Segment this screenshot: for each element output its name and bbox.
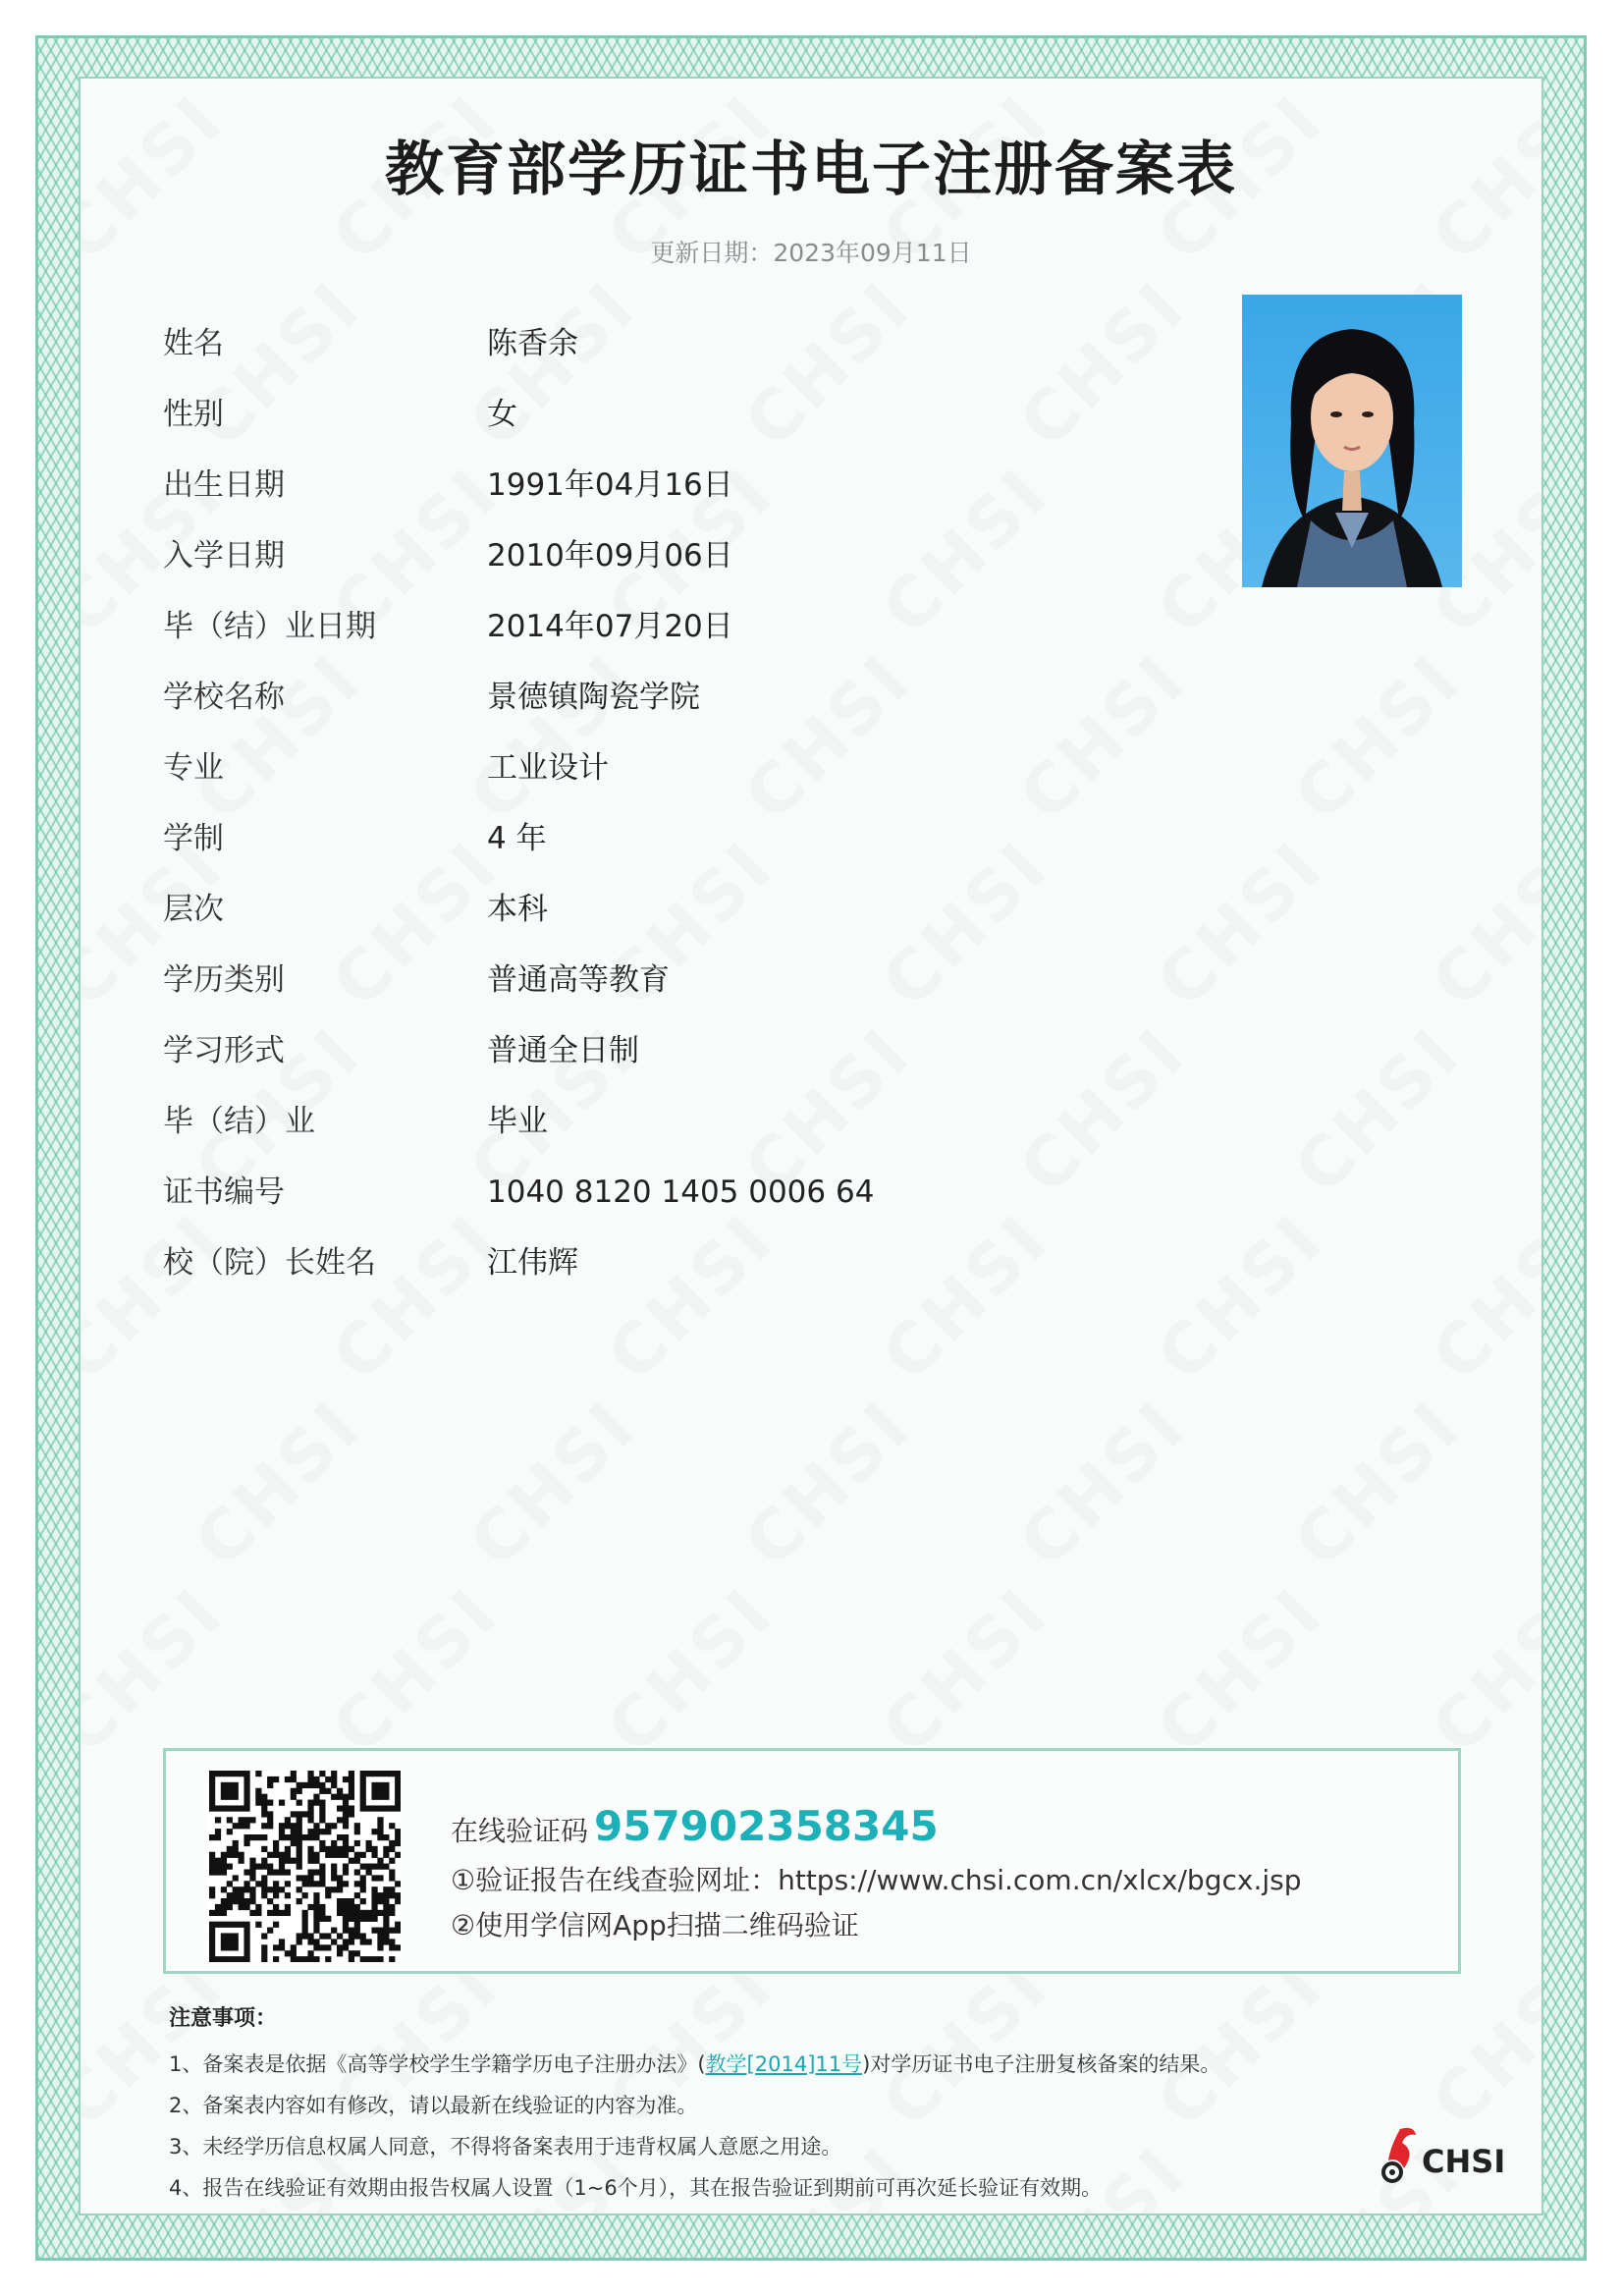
field-value: 普通全日制: [487, 1033, 639, 1068]
watermark-text: [79, 1198, 240, 1395]
watermark-text: [455, 638, 652, 836]
field-label: 学校名称: [163, 680, 285, 715]
watermark-text: [455, 1385, 652, 1582]
field-label: 出生日期: [163, 467, 285, 503]
verify-code-label: 在线验证码: [451, 1815, 589, 1847]
watermark-text: [1417, 1571, 1543, 1769]
document-title: 教育部学历证书电子注册备案表: [385, 136, 1237, 204]
field-value: 毕业: [487, 1104, 548, 1139]
watermark-text: [1417, 1944, 1543, 2142]
watermark-text: [1142, 1198, 1339, 1395]
note-item-1: [169, 2049, 1220, 2078]
qr-code[interactable]: [209, 1771, 401, 1962]
note-text: )对学历证书电子注册复核备案的结果。: [862, 2052, 1221, 2076]
watermark-text: [592, 1198, 789, 1395]
watermark-text: [1142, 1571, 1339, 1769]
note-text: 1、备案表是依据《高等学校学生学籍学历电子注册办法》(: [169, 2052, 706, 2076]
watermark-text: [592, 1571, 789, 1769]
field-label: 学习形式: [163, 1033, 285, 1068]
field-label: 性别: [163, 397, 224, 432]
field-value: 陈香余: [487, 326, 578, 361]
update-date: 更新日期：2023年09月11日: [650, 239, 972, 267]
watermark-text: [867, 1571, 1064, 1769]
note-item-3: 3、未经学历信息权属人同意，不得将备案表用于违背权属人意愿之用途。: [169, 2135, 842, 2159]
field-value: 工业设计: [487, 750, 609, 786]
verify-code-line: [451, 1802, 939, 1850]
verify-url-line: ①验证报告在线查验网址：https://www.chsi.com.cn/xlcx/bgcx.jsp: [451, 1864, 1302, 1896]
chsi-logo: [1371, 2121, 1508, 2190]
field-label: 毕（结）业日期: [163, 609, 376, 644]
watermark-text: [317, 1198, 514, 1395]
notes-title: 注意事项：: [169, 2006, 278, 2031]
watermark-text: [1279, 638, 1477, 836]
field-value: 2014年07月20日: [487, 609, 733, 644]
watermark-text: [730, 1385, 927, 1582]
field-label: 入学日期: [163, 538, 285, 574]
portrait-illustration: [1242, 295, 1462, 587]
field-value: 普通高等教育: [487, 962, 670, 998]
watermark-text: [730, 638, 927, 836]
watermark-text: [867, 1198, 1064, 1395]
watermark-text: [1279, 1011, 1477, 1209]
watermark-text: [317, 1571, 514, 1769]
watermark-text: [1004, 1385, 1202, 1582]
field-label: 层次: [163, 892, 224, 927]
watermark-text: [79, 1571, 240, 1769]
field-value: 1040 8120 1405 0006 64: [487, 1175, 875, 1210]
regulation-link[interactable]: 教学[2014]11号: [705, 2052, 863, 2076]
note-item-4: 4、报告在线验证有效期由报告权属人设置（1~6个月），其在报告验证到期前可再次延长验证有效期。: [169, 2176, 1103, 2200]
verification-box: [163, 1748, 1461, 1974]
watermark-text: [1279, 1385, 1477, 1582]
field-value: 4 年: [487, 821, 547, 856]
field-label: 专业: [163, 750, 224, 786]
field-label: 学制: [163, 821, 224, 856]
verify-code: 957902358345: [594, 1802, 939, 1850]
note-item-2: 2、备案表内容如有修改，请以最新在线验证的内容为准。: [169, 2094, 698, 2117]
field-value: 景德镇陶瓷学院: [487, 680, 700, 715]
field-value: 江伟辉: [487, 1245, 578, 1281]
field-label: 证书编号: [163, 1175, 285, 1210]
verify-app-line: ②使用学信网App扫描二维码验证: [451, 1909, 859, 1941]
watermark-text: [180, 1385, 377, 1582]
chsi-logo-icon: [1371, 2121, 1430, 2190]
field-label: 毕（结）业: [163, 1104, 315, 1139]
qr-code-graphic: [209, 1771, 401, 1962]
field-value: 2010年09月06日: [487, 538, 733, 574]
chsi-logo-text: CHSI: [1422, 2143, 1506, 2180]
watermark-text: [1004, 638, 1202, 836]
watermark-text: [867, 1944, 1064, 2142]
field-label: 校（院）长姓名: [163, 1245, 376, 1281]
portrait-photo: [1242, 295, 1462, 587]
watermark-text: [180, 638, 377, 836]
field-value: 女: [487, 397, 517, 432]
field-value: 本科: [487, 892, 548, 927]
watermark-text: [1417, 825, 1543, 1022]
field-value: 1991年04月16日: [487, 467, 733, 503]
watermark-text: [1142, 1944, 1339, 2142]
field-label: 学历类别: [163, 962, 285, 998]
field-label: 姓名: [163, 326, 224, 361]
watermark-text: [1417, 1198, 1543, 1395]
